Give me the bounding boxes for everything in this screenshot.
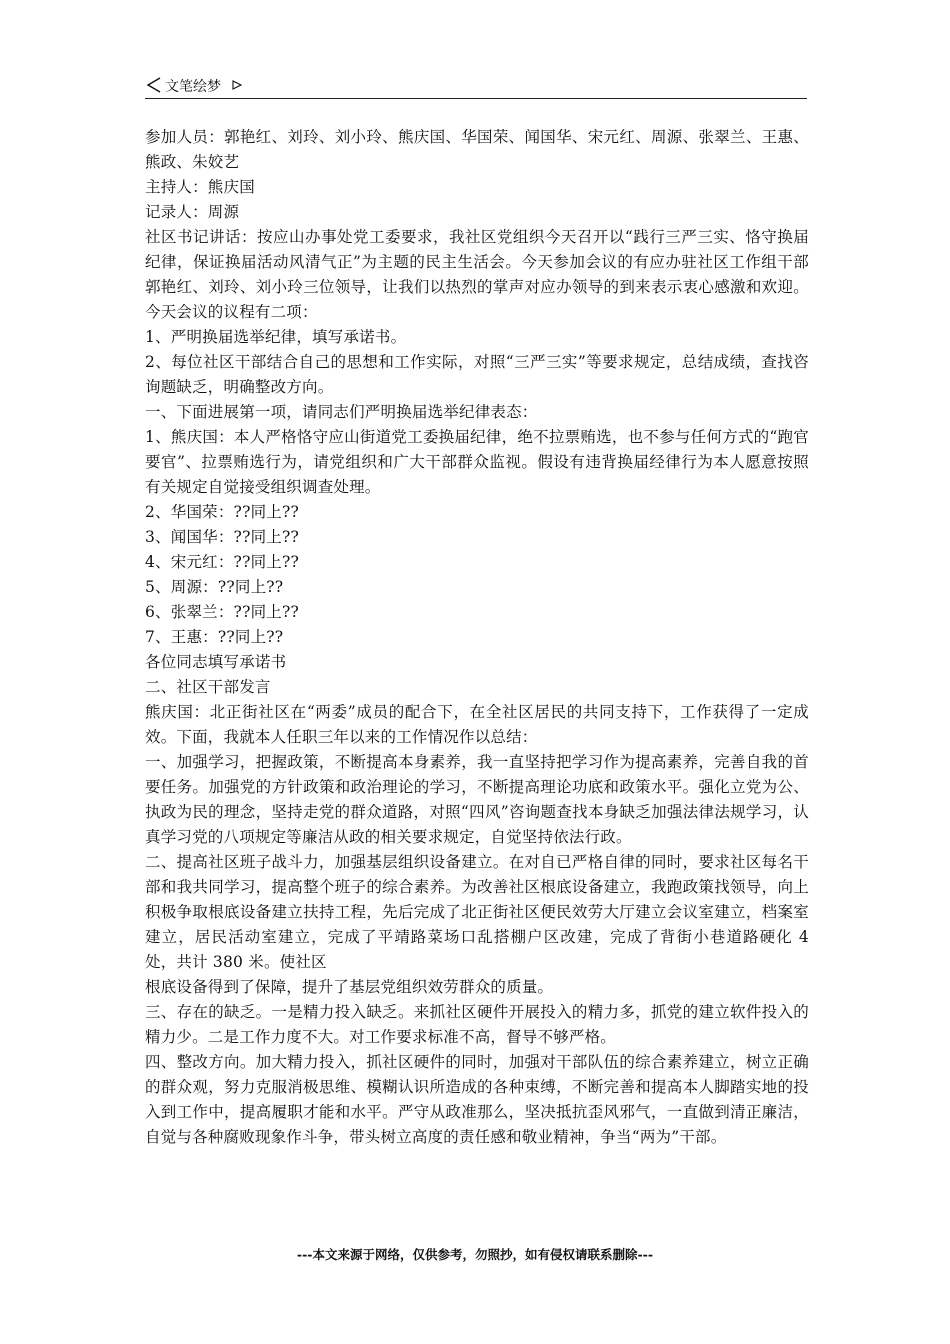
paragraph: 记录人：周源 [145,203,240,221]
paragraph: 2、每位社区干部结合自己的思想和工作实际，对照“三严三实”等要求规定，总结成绩，查找咨询题缺乏，明确整改方向。 [145,353,809,396]
paragraph: 参加人员：郭艳红、刘玲、刘小玲、熊庆国、华国荣、闻国华、宋元红、周源、张翠兰、王惠、熊政、朱姣艺 [145,128,809,171]
paragraph: 4、宋元红：??同上?? [145,553,300,571]
triangle-left-outline-icon [145,76,163,94]
paragraph: 2、华国荣：??同上?? [145,503,300,521]
page-footer: ---本文来源于网络，仅供参考，勿照抄，如有侵权请联系删除--- [296,1247,654,1262]
paragraph: 二、社区干部发言 [145,678,271,696]
paragraph: 3、闻国华：??同上?? [145,528,300,546]
paragraph: 三、存在的缺乏。一是精力投入缺乏。来抓社区硬件开展投入的精力多，抓党的建立软件投入的精力少。二是工作力度不大。对工作要求标准不高，督导不够严格。 [145,1003,809,1046]
page-header [145,74,807,99]
header-brand: 文笔绘梦 [165,79,221,95]
paragraph: 一、下面进展第一项，请同志们严明换届选举纪律表态： [145,403,538,421]
paragraph: 社区书记讲话：按应山办事处党工委要求，我社区党组织今天召开以“践行三严三实、恪守换届纪律，保证换届活动风清气正”为主题的民主生活会。今天参加会议的有应办驻社区工作组干部郭艳红、刘玲、刘小玲三位领导，让我们以热烈的掌声对应办领导的到来表示衷心感激和欢迎。今天会议的议程有二项： [145,228,809,321]
paragraph: 6、张翠兰：??同上?? [145,603,300,621]
paragraph: 一、加强学习，把握政策，不断提高本身素养，我一直坚持把学习作为提高素养，完善自我的首要任务。加强党的方针政策和政治理论的学习，不断提高理论功底和政策水平。强化立党为公、执政为民的理念，坚持走党的群众道路，对照“四风”咨询题查找本身缺乏加强法律法规学习，认真学习党的八项规定等廉洁从政的相关要求规定，自觉坚持依法行政。 [145,753,809,846]
triangle-right-outline-icon [231,76,243,88]
paragraph: 主持人：熊庆国 [145,178,255,196]
paragraph: 各位同志填写承诺书 [145,653,287,671]
paragraph: 1、严明换届选举纪律，填写承诺书。 [145,328,407,346]
paragraph: 熊庆国：北正街社区在“两委”成员的配合下，在全社区居民的共同支持下，工作获得了一定成效。下面，我就本人任职三年以来的工作情况作以总结： [145,703,809,746]
paragraph: 四、整改方向。加大精力投入，抓社区硬件的同时，加强对干部队伍的综合素养建立，树立正确的群众观，努力克服消极思维、模糊认识所造成的各种束缚，不断完善和提高本人脚踏实地的投入到工作中，提高履职才能和水平。严守从政准那么，坚决抵抗歪风邪气，一直做到清正廉洁，自觉与各种腐败现象作斗争，带头树立高度的责任感和敬业精神，争当“两为”干部。 [145,1053,809,1146]
paragraph: 7、王惠：??同上?? [145,628,284,646]
paragraph: 5、周源：??同上?? [145,578,284,596]
paragraph: 根底设备得到了保障，提升了基层党组织效劳群众的质量。 [145,978,554,996]
paragraph: 1、熊庆国：本人严格恪守应山街道党工委换届纪律，绝不拉票贿选，也不参与任何方式的“跑官要官”、拉票贿选行为，请党组织和广大干部群众监视。假设有违背换届经律行为本人愿意按照有关规定自觉接受组织调查处理。 [145,428,809,496]
paragraph: 二、提高社区班子战斗力，加强基层组织设备建立。在对自已严格自律的同时，要求社区每名干部和我共同学习，提高整个班子的综合素养。为改善社区根底设备建立，我跑政策找领导，向上积极争取根底设备建立扶持工程，先后完成了北正街社区便民效劳大厅建立会议室建立，档案室建立，居民活动室建立，完成了平靖路菜场口乱搭棚户区改建，完成了背街小巷道路硬化 4 处，共计 380 米。使社区 [145,853,809,971]
document-body [145,125,809,1150]
